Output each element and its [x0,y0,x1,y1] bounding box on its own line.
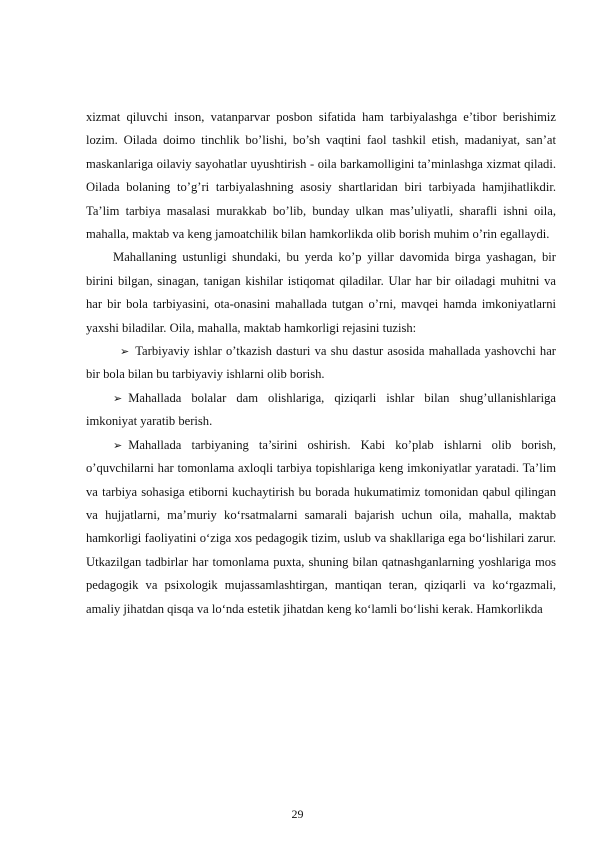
bullet-item-3 [86,434,556,621]
arrow-bullet-icon: ➢ [120,345,130,359]
bullet-text-3: Mahallada tarbiyaning ta’sirini oshirish. Kabi ko’plab ishlarni olib borish, o’quvchilarni har tomonlama axloqli tarbiya topishlariga keng imkoniyatlar yaratadi. Ta’lim va tarbiya sohasiga etiborni kuchaytirish bu borada hukumatimiz tomonidan qabul qilingan va hujjatlarni, ma’muriy ko‘rsatmalarni samarali bajarish uchun oila, mahalla, maktab hamkorligi faoliyatini o‘ziga xos pedagogik tizim, uslub va shakllariga ega bo‘lishilari zarur. Utkazilgan tadbirlar har tomonlama puxta, shuning bilan qatnashganlarning yoshlariga mos pedagogik va psixologik mujassamlashtirgan, mantiqan teran, qiziqarli va ko‘rgazmali, amaliy jihatdan qisqa va lo‘nda estetik jihatdan keng ko‘lamli bo‘lishi kerak. Hamkorlikda [86,437,556,616]
paragraph-1: xizmat qiluvchi inson, vatanparvar posbon sifatida ham tarbiyalashga e’tibor berishimiz lozim. Oilada doimo tinchlik bo’lishi, bo’sh vaqtini faol tashkil etish, madaniyat, san’at maskanlariga oilaviy sayohatlar uyushtirish - oila barkamolligini ta’minlashga xizmat qiladi. Oilada bolaning to’g’ri tarbiyalashning asosiy shartlaridan biri tarbiyada hamjihatlikdir. Ta’lim tarbiya masalasi murakkab bo’lib, bunday ulkan mas’uliyatli, sharafli ishni oila, mahalla, maktab va keng jamoatchilik bilan hamkorlikda olib borish muhim o’rin egallaydi. [86,110,556,242]
arrow-bullet-icon: ➢ [113,391,123,405]
bullet-text-1: Tarbiyaviy ishlar o’tkazish dasturi va shu dastur asosida mahallada yashovchi har bir bola bilan bu tarbiyaviy ishlarni olib borish. [86,344,556,382]
paragraph-2: Mahallaning ustunligi shundaki, bu yerda ko’p yillar davomida birga yashagan, bir birini bilgan, sinagan, tanigan kishilar istiqomat qiladilar. Ular har bir oiladagi muhitni va har bir bola tarbiyasini, ota-onasini mahallada tutgan o’rni, mavqei hamda imkoniyatlarni yaxshi biladilar. Oila, mahalla, maktab hamkorligi rejasini tuzish: [86,250,556,335]
bullet-item-1 [86,340,556,387]
page-number: 29 [291,807,304,821]
document-page [86,106,556,621]
bullet-item-2 [86,387,556,434]
arrow-bullet-icon: ➢ [113,438,123,452]
bullet-text-2: Mahallada bolalar dam olishlariga, qiziqarli ishlar bilan shug’ullanishlariga imkoniyat yaratib berish. [86,390,556,429]
